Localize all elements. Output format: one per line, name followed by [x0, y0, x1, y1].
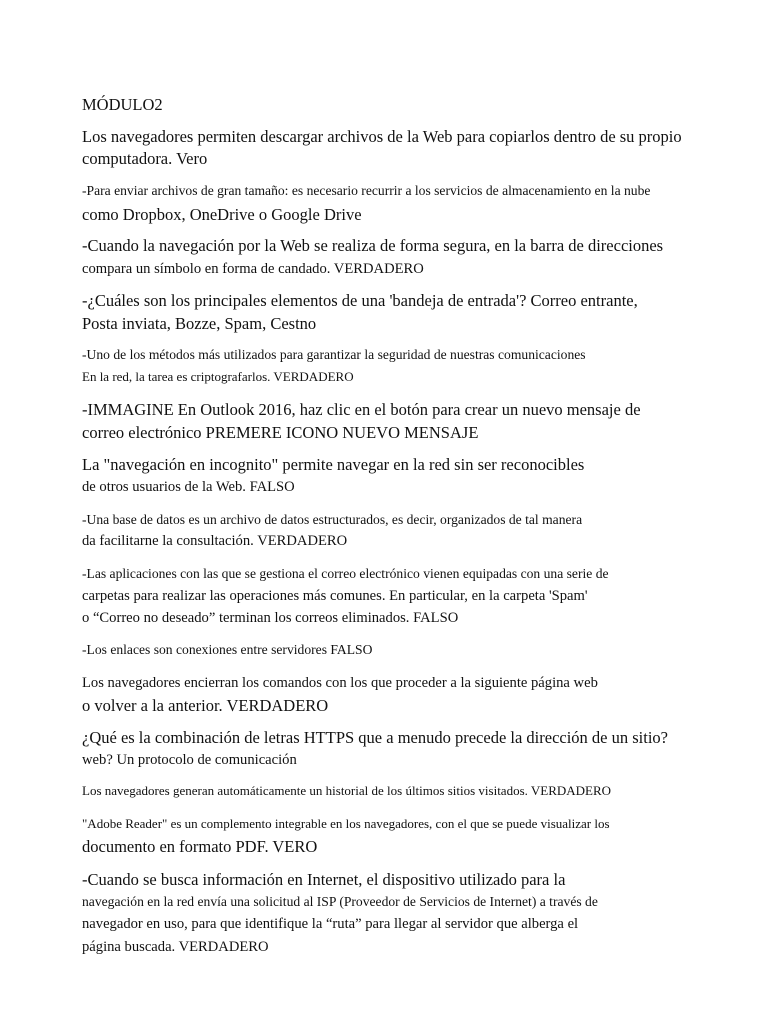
text-line: documento en formato PDF. VERO [82, 837, 318, 856]
text-line: Posta inviata, Bozze, Spam, Cestno [82, 314, 317, 333]
text-line: ¿Qué es la combinación de letras HTTPS que a menudo precede la dirección de un sitio? [82, 728, 668, 747]
text-line: da facilitarne la consultación. VERDADERO [82, 533, 348, 549]
text-line: página buscada. VERDADERO [82, 939, 269, 955]
text-line: "Adobe Reader" es un complemento integrable en los navegadores, con el que se puede visualizar los [82, 816, 610, 831]
text-line: -Cuando la navegación por la Web se realiza de forma segura, en la barra de direcciones [82, 236, 664, 255]
text-line: o volver a la anterior. VERDADERO [82, 696, 329, 715]
text-line: web? Un protocolo de comunicación [82, 752, 297, 768]
text-line: -Una base de datos es un archivo de datos estructurados, es decir, organizados de tal manera [82, 512, 583, 527]
text-line: o “Correo no deseado” terminan los correos eliminados. FALSO [82, 610, 459, 626]
text-line: -Los enlaces son conexiones entre servidores FALSO [82, 642, 373, 657]
text-line: Los navegadores permiten descargar archivos de la Web para copiarlos dentro de su propio [82, 127, 682, 146]
text-line: -Para enviar archivos de gran tamaño: es necesario recurrir a los servicios de almacenamiento en la nube [82, 183, 651, 198]
text-line: -Uno de los métodos más utilizados para garantizar la seguridad de nuestras comunicaciones [82, 347, 586, 362]
text-line: computadora. Vero [82, 149, 208, 168]
text-line: -¿Cuáles son los principales elementos de una 'bandeja de entrada'? Correo entrante, [82, 291, 638, 310]
text-line: correo electrónico PREMERE ICONO NUEVO MENSAJE [82, 423, 479, 442]
text-line: -IMMAGINE En Outlook 2016, haz clic en el botón para crear un nuevo mensaje de [82, 400, 641, 419]
text-line: -Cuando se busca información en Internet, el dispositivo utilizado para la [82, 870, 566, 889]
text-line: La "navegación en incognito" permite navegar en la red sin ser reconocibles [82, 455, 585, 474]
document-title: MÓDULO2 [82, 95, 163, 114]
text-line: de otros usuarios de la Web. FALSO [82, 479, 295, 495]
text-line: compara un símbolo en forma de candado. VERDADERO [82, 261, 424, 277]
text-line: -Las aplicaciones con las que se gestiona el correo electrónico vienen equipadas con una serie de [82, 566, 609, 581]
text-line: carpetas para realizar las operaciones más comunes. En particular, en la carpeta 'Spam' [82, 588, 588, 604]
text-line: Los navegadores generan automáticamente un historial de los últimos sitios visitados. VERDADERO [82, 783, 612, 798]
text-line: como Dropbox, OneDrive o Google Drive [82, 205, 362, 224]
text-line: navegación en la red envía una solicitud al ISP (Proveedor de Servicios de Internet) a través de [82, 894, 598, 909]
text-line: navegador en uso, para que identifique la “ruta” para llegar al servidor que alberga el [82, 916, 579, 932]
text-line: Los navegadores encierran los comandos con los que proceder a la siguiente página web [82, 675, 598, 691]
text-line: En la red, la tarea es criptografarlos. VERDADERO [82, 369, 354, 384]
